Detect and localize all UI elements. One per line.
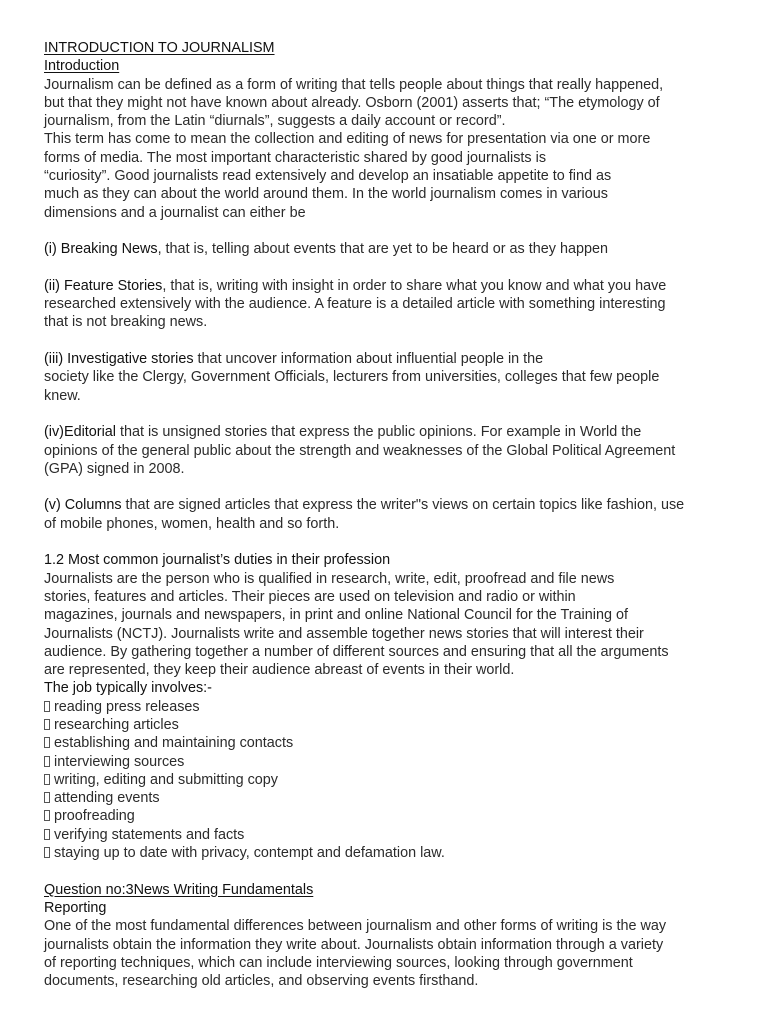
reporting-line: One of the most fundamental differences between journalism and other forms of writing is the way: [44, 918, 667, 935]
bullet-glyph: [44, 756, 50, 767]
category-line: society like the Clergy, Government Officials, lecturers from universities, colleges that few people: [44, 369, 660, 386]
job-list-item: reading press releases: [44, 698, 734, 716]
category-editorial: [44, 423, 734, 441]
reporting-line: documents, researching old articles, and observing events firsthand.: [44, 973, 479, 990]
job-list-item: verifying statements and facts: [44, 826, 734, 844]
intro-line: forms of media. The most important characteristic shared by good journalists is: [44, 149, 547, 166]
reporting-line: of reporting techniques, which can include interviewing sources, looking through government: [44, 954, 633, 971]
reporting-heading: Reporting: [44, 899, 107, 916]
duties-line: are represented, they keep their audience abreast of events in their world.: [44, 662, 515, 679]
category-line: that is not breaking news.: [44, 314, 208, 331]
bullet-glyph: [44, 737, 50, 748]
category-text: that uncover information about influential people in the: [193, 351, 544, 368]
intro-line: much as they can about the world around them. In the world journalism comes in various: [44, 186, 608, 203]
bullet-glyph: [44, 701, 50, 712]
category-term: (iii) Investigative stories: [44, 351, 194, 368]
job-list-item: attending events: [44, 789, 734, 807]
document-page: [44, 39, 734, 990]
intro-line: dimensions and a journalist can either be: [44, 204, 306, 221]
document-title: INTRODUCTION TO JOURNALISM: [44, 40, 275, 56]
category-line: opinions of the general public about the strength and weaknesses of the Global Political Agreement: [44, 442, 676, 459]
duties-line: Journalists (NCTJ). Journalists write and assemble together news stories that will interest their: [44, 625, 644, 642]
intro-line: “curiosity”. Good journalists read extensively and develop an insatiable appetite to find as: [44, 168, 612, 185]
category-breaking-news: [44, 240, 734, 258]
category-text: , that is, telling about events that are yet to be heard or as they happen: [157, 241, 608, 258]
job-list-item: interviewing sources: [44, 753, 734, 771]
category-text: that are signed articles that express the writer"s views on certain topics like fashion, use: [121, 497, 685, 514]
category-term: (i) Breaking News: [44, 241, 158, 258]
category-term: (v) Columns: [44, 497, 122, 514]
category-investigative-stories: [44, 350, 734, 368]
intro-line: Journalism can be defined as a form of writing that tells people about things that really happened,: [44, 76, 664, 93]
bullet-glyph: [44, 829, 50, 840]
category-feature-stories: [44, 277, 734, 295]
bullet-glyph: [44, 774, 50, 785]
job-list-item: establishing and maintaining contacts: [44, 734, 734, 752]
duties-heading: 1.2 Most common journalist’s duties in their profession: [44, 552, 391, 569]
intro-line: but that they might not have known about already. Osborn (2001) asserts that; “The etymology of: [44, 94, 660, 111]
intro-line: journalism, from the Latin “diurnals”, suggests a daily account or record”.: [44, 113, 506, 130]
question-heading: Question no:3News Writing Fundamentals: [44, 881, 314, 898]
bullet-glyph: [44, 719, 50, 730]
category-term: (ii) Feature Stories: [44, 277, 163, 294]
category-line: (GPA) signed in 2008.: [44, 460, 185, 477]
job-heading: The job typically involves:-: [44, 680, 212, 697]
reporting-line: journalists obtain the information they write about. Journalists obtain information through a variety: [44, 936, 664, 953]
bullet-glyph: [44, 810, 50, 821]
category-text: that is unsigned stories that express the public opinions. For example in World the: [115, 424, 642, 441]
duties-line: Journalists are the person who is qualified in research, write, edit, proofread and file news: [44, 570, 615, 587]
category-text: , that is, writing with insight in order to share what you know and what you have: [162, 277, 667, 294]
job-list-item: writing, editing and submitting copy: [44, 771, 734, 789]
category-line: of mobile phones, women, health and so forth.: [44, 515, 340, 532]
duties-line: audience. By gathering together a number of different sources and ensuring that all the arguments: [44, 643, 669, 660]
duties-line: magazines, journals and newspapers, in print and online National Council for the Training of: [44, 607, 628, 624]
duties-line: stories, features and articles. Their pieces are used on television and radio or within: [44, 588, 576, 605]
category-line: knew.: [44, 387, 81, 404]
category-term: (iv)Editorial: [44, 424, 116, 441]
intro-heading: Introduction: [44, 58, 120, 75]
bullet-glyph: [44, 847, 50, 858]
intro-line: This term has come to mean the collection and editing of news for presentation via one or more: [44, 131, 651, 148]
category-line: researched extensively with the audience. A feature is a detailed article with something interesting: [44, 296, 666, 313]
bullet-glyph: [44, 792, 50, 803]
job-list-item: researching articles: [44, 716, 734, 734]
job-list-item: staying up to date with privacy, contempt and defamation law.: [44, 844, 734, 862]
category-columns: [44, 496, 734, 514]
job-list-item: proofreading: [44, 807, 734, 825]
